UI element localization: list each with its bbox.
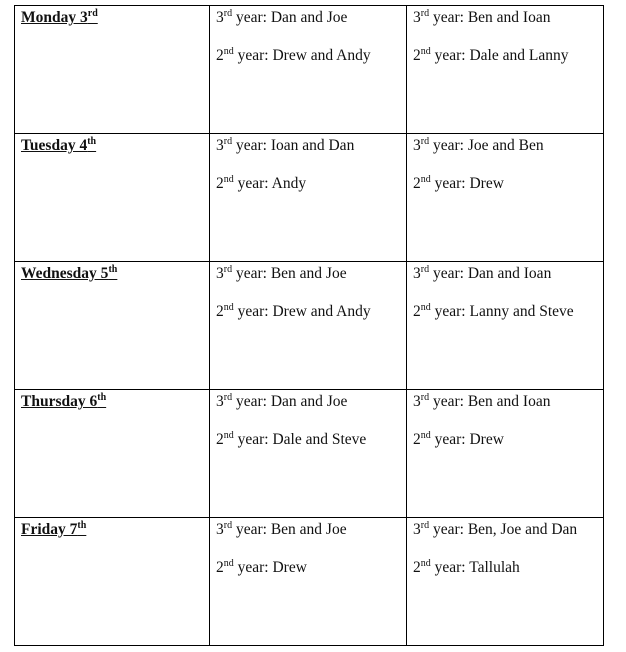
year-number: 3	[413, 137, 421, 154]
day-cell	[15, 262, 210, 390]
year-suffix: rd	[420, 135, 430, 147]
day-cell	[15, 6, 210, 134]
year-suffix: nd	[223, 173, 234, 185]
year-number: 2	[413, 431, 421, 448]
assignment-cell	[407, 390, 604, 518]
year-number: 2	[413, 303, 421, 320]
assignment-cell	[407, 6, 604, 134]
year-number: 2	[216, 559, 224, 576]
year-suffix: nd	[223, 301, 234, 313]
year-number: 2	[413, 175, 421, 192]
assignment-text: year: Drew	[430, 175, 504, 192]
year-number: 2	[216, 303, 224, 320]
assignment-line	[216, 265, 400, 283]
assignment-text: year: Dan and Joe	[232, 9, 348, 26]
assignment-line	[216, 175, 400, 193]
assignment-text: year: Drew and Andy	[233, 303, 371, 320]
assignment-cell	[407, 518, 604, 646]
year-number: 2	[413, 47, 421, 64]
assignment-text: year: Ben and Joe	[232, 521, 347, 538]
table-row	[15, 262, 604, 390]
year-suffix: nd	[420, 45, 431, 57]
year-number: 3	[413, 521, 421, 538]
year-suffix: rd	[223, 519, 233, 531]
year-suffix: rd	[223, 7, 233, 19]
assignment-line	[413, 175, 597, 193]
day-label	[21, 521, 86, 538]
day-suffix: th	[97, 391, 107, 403]
assignment-cell	[210, 134, 407, 262]
assignment-line	[216, 47, 400, 65]
day-text: Thursday 6	[21, 393, 98, 410]
assignment-line	[216, 521, 400, 539]
assignment-text: year: Dale and Lanny	[430, 47, 569, 64]
assignment-text: year: Dan and Joe	[232, 393, 348, 410]
assignment-text: year: Drew	[233, 559, 307, 576]
year-suffix: nd	[420, 429, 431, 441]
assignment-line	[216, 559, 400, 577]
day-label	[21, 265, 117, 282]
assignment-cell	[210, 518, 407, 646]
table-row	[15, 390, 604, 518]
assignment-line	[413, 303, 597, 321]
year-suffix: nd	[223, 45, 234, 57]
assignment-text: year: Tallulah	[430, 559, 520, 576]
assignment-text: year: Ben, Joe and Dan	[429, 521, 578, 538]
assignment-line	[216, 431, 400, 449]
year-number: 3	[216, 265, 224, 282]
day-text: Wednesday 5	[21, 265, 109, 282]
year-suffix: nd	[420, 301, 431, 313]
assignment-line	[413, 137, 597, 155]
day-cell	[15, 518, 210, 646]
assignment-text: year: Dale and Steve	[233, 431, 367, 448]
assignment-cell	[210, 6, 407, 134]
year-number: 3	[413, 265, 421, 282]
year-suffix: rd	[420, 519, 430, 531]
assignment-text: year: Ben and Joe	[232, 265, 347, 282]
year-suffix: nd	[223, 557, 234, 569]
assignment-line	[216, 393, 400, 411]
assignment-cell	[210, 390, 407, 518]
year-number: 2	[413, 559, 421, 576]
assignment-text: year: Andy	[233, 175, 307, 192]
year-suffix: nd	[420, 557, 431, 569]
assignment-text: year: Joe and Ben	[429, 137, 544, 154]
year-suffix: rd	[223, 135, 233, 147]
day-suffix: th	[77, 519, 87, 531]
day-label	[21, 393, 106, 410]
year-suffix: nd	[223, 429, 234, 441]
year-number: 3	[216, 137, 224, 154]
year-number: 3	[216, 521, 224, 538]
year-number: 3	[216, 393, 224, 410]
assignment-cell	[210, 262, 407, 390]
year-suffix: rd	[420, 391, 430, 403]
assignment-text: year: Ben and Ioan	[429, 393, 551, 410]
assignment-cell	[407, 134, 604, 262]
assignment-text: year: Drew	[430, 431, 504, 448]
assignment-line	[413, 47, 597, 65]
assignment-line	[216, 9, 400, 27]
day-label	[21, 137, 96, 154]
day-suffix: rd	[87, 7, 98, 19]
day-suffix: th	[108, 263, 118, 275]
assignment-cell	[407, 262, 604, 390]
day-suffix: th	[87, 135, 97, 147]
year-number: 3	[413, 9, 421, 26]
table-row	[15, 518, 604, 646]
year-suffix: nd	[420, 173, 431, 185]
year-suffix: rd	[420, 263, 430, 275]
day-text: Tuesday 4	[21, 137, 88, 154]
assignment-text: year: Dan and Ioan	[429, 265, 552, 282]
year-number: 2	[216, 431, 224, 448]
assignment-text: year: Lanny and Steve	[430, 303, 574, 320]
year-number: 2	[216, 175, 224, 192]
assignment-line	[413, 9, 597, 27]
assignment-text: year: Drew and Andy	[233, 47, 371, 64]
year-number: 2	[216, 47, 224, 64]
day-cell	[15, 390, 210, 518]
assignment-line	[216, 137, 400, 155]
assignment-text: year: Ioan and Dan	[232, 137, 355, 154]
assignment-line	[413, 431, 597, 449]
year-number: 3	[413, 393, 421, 410]
day-text: Monday 3	[21, 9, 88, 26]
assignment-text: year: Ben and Ioan	[429, 9, 551, 26]
day-text: Friday 7	[21, 521, 78, 538]
assignment-line	[413, 265, 597, 283]
assignment-line	[413, 559, 597, 577]
table-row	[15, 134, 604, 262]
schedule-table	[14, 5, 604, 646]
table-row	[15, 6, 604, 134]
year-suffix: rd	[420, 7, 430, 19]
assignment-line	[413, 521, 597, 539]
assignment-line	[413, 393, 597, 411]
day-cell	[15, 134, 210, 262]
year-suffix: rd	[223, 263, 233, 275]
assignment-line	[216, 303, 400, 321]
year-number: 3	[216, 9, 224, 26]
year-suffix: rd	[223, 391, 233, 403]
day-label	[21, 9, 98, 26]
